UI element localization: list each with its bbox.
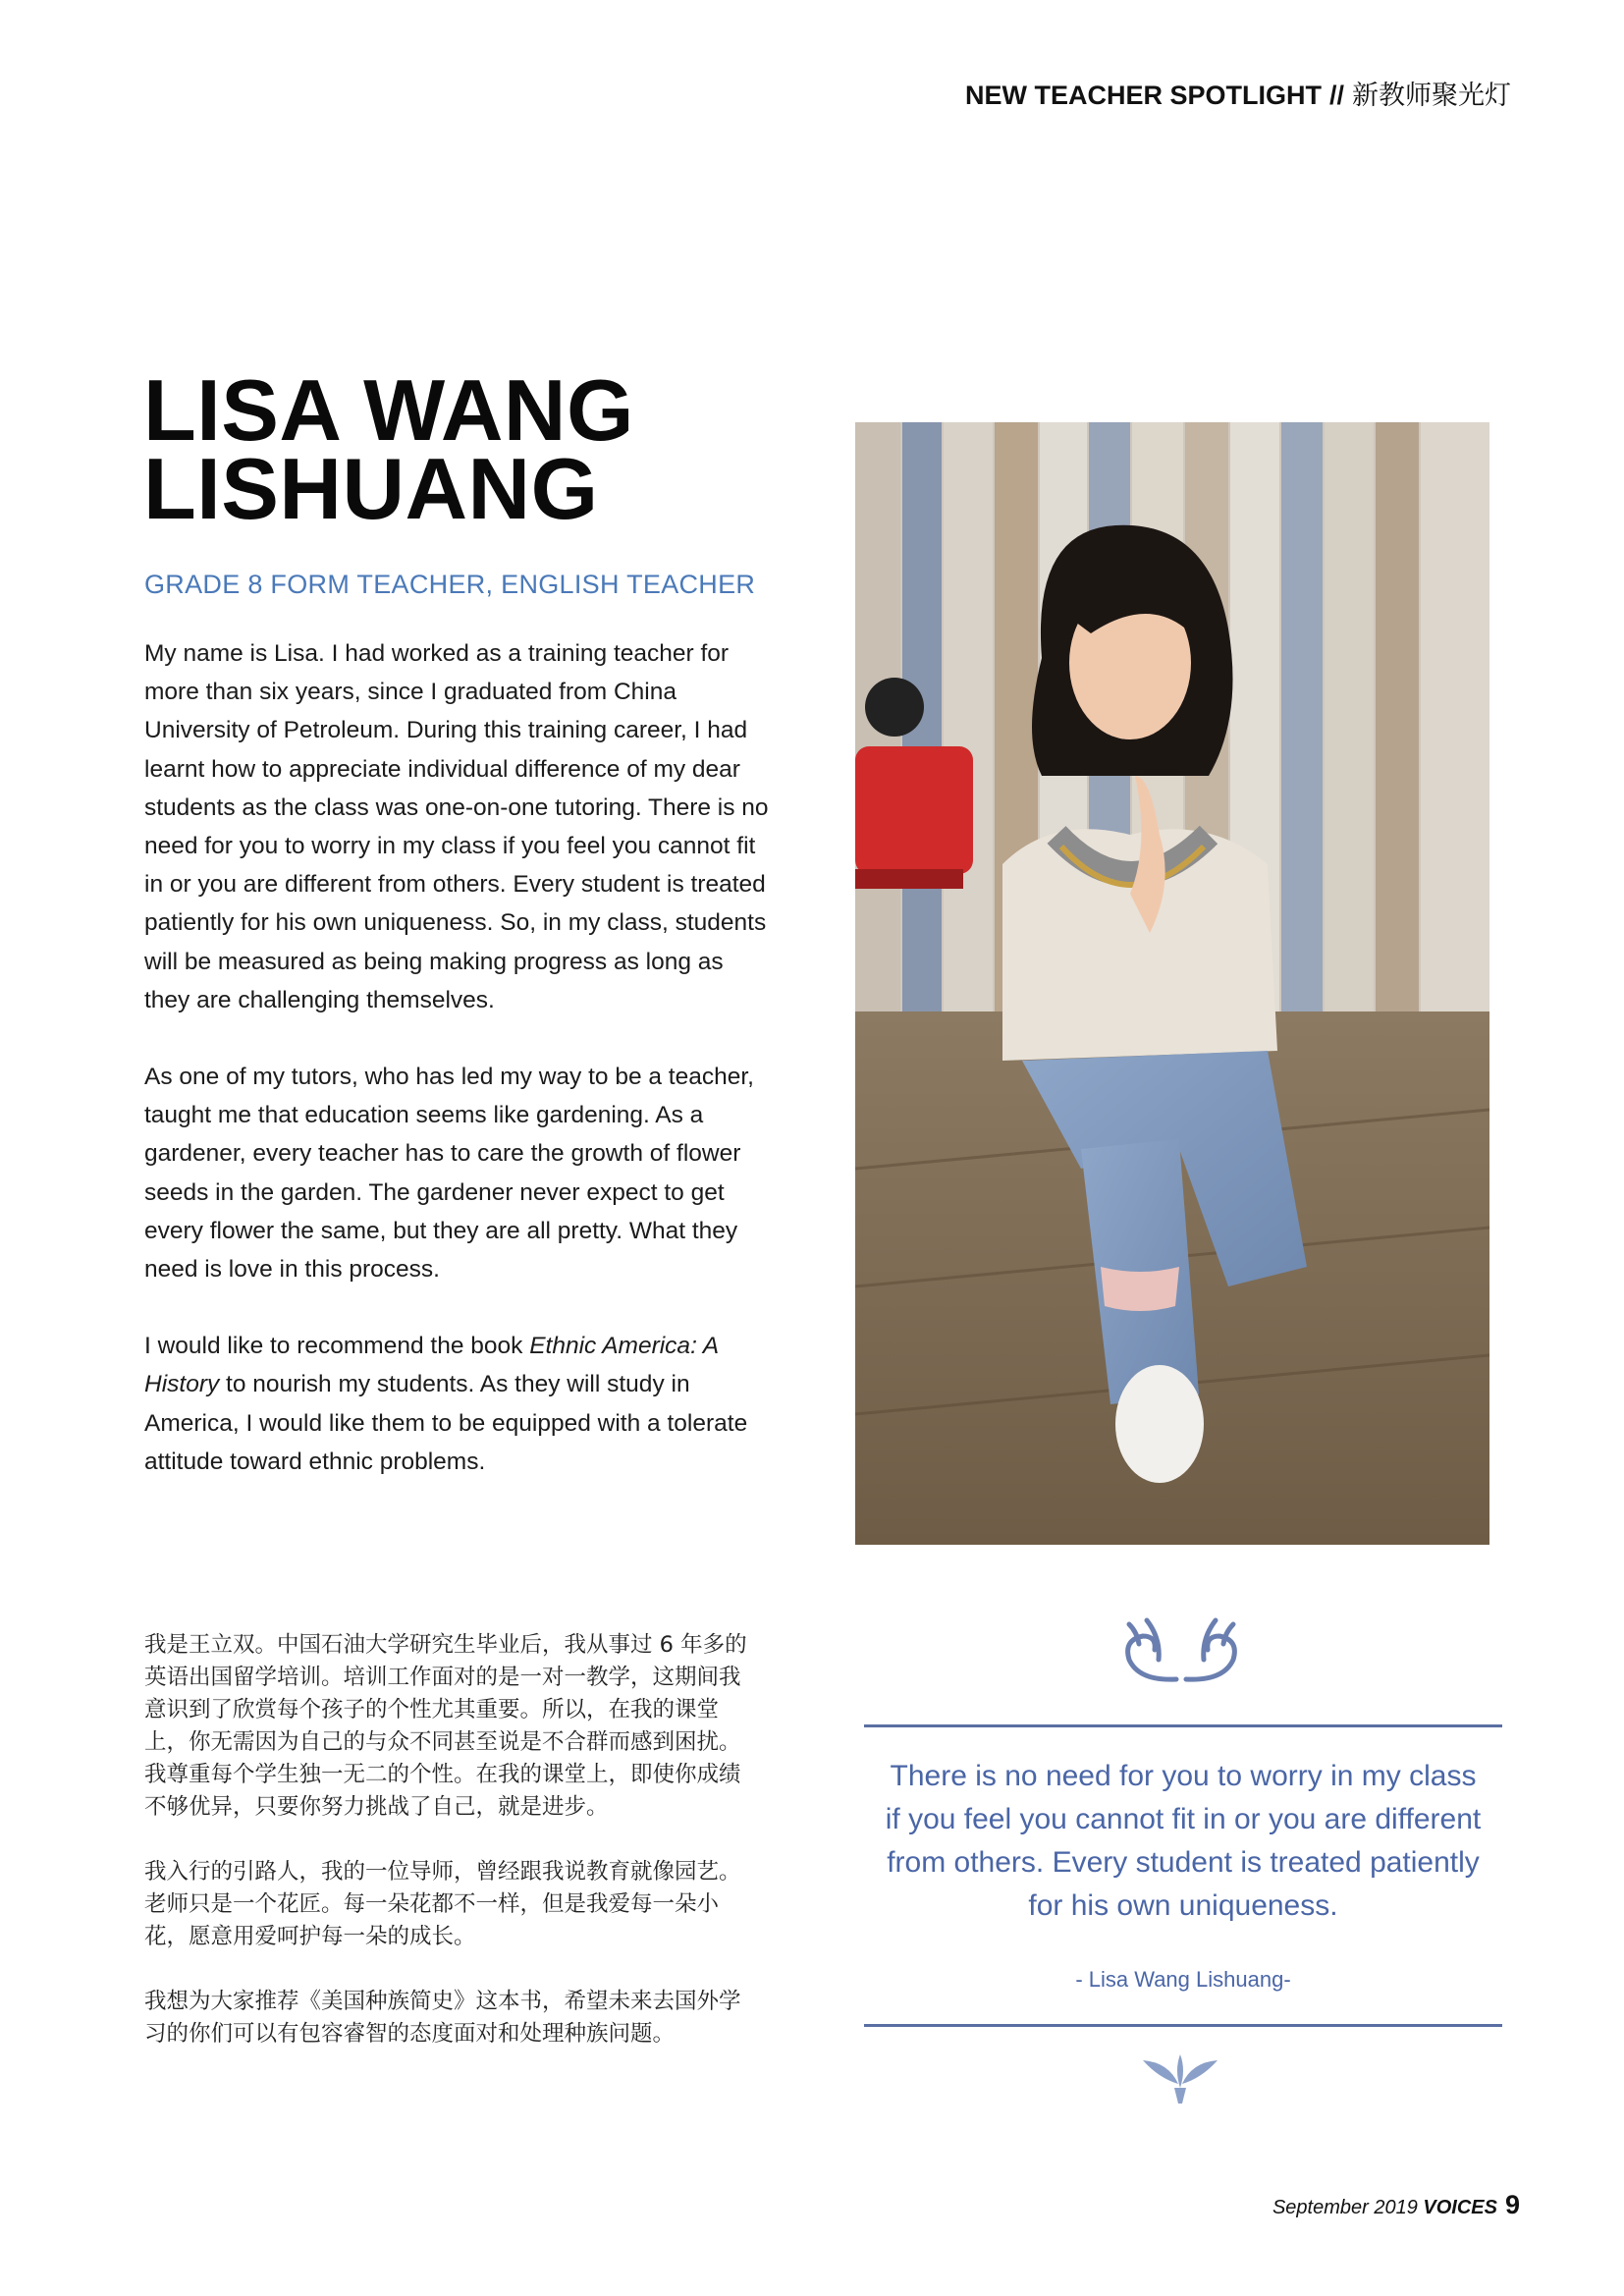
article-body-en	[144, 634, 773, 1481]
section-title-cn: 新教师聚光灯	[1352, 81, 1511, 111]
pull-quote: There is no need for you to worry in my class if you feel you cannot fit in or you are different from others. Every student is treated patiently for his own uniqueness.	[885, 1760, 1482, 1922]
quote-attribution: - Lisa Wang Lishuang-	[1075, 1967, 1291, 1992]
title-line-2: LISHUANG	[143, 440, 599, 537]
teacher-photo	[855, 422, 1489, 1545]
quote-divider-bottom	[864, 2024, 1502, 2027]
page-title	[143, 361, 890, 537]
role-subtitle: GRADE 8 FORM TEACHER, ENGLISH TEACHER	[144, 570, 756, 599]
magazine-name: VOICES	[1423, 2197, 1497, 2218]
title-line-1: LISA WANG	[143, 361, 634, 459]
cn-paragraph-2: 我入行的引路人，我的一位导师，曾经跟我说教育就像园艺。老师只是一个花匠。每一朵花都不一样，但是我爱每一朵小花，愿意用爱呵护每一朵的成长。	[144, 1859, 741, 1949]
photo-illustration	[855, 422, 1489, 1545]
fleur-ornament-icon	[1139, 2049, 1221, 2105]
page-number: 9	[1504, 2190, 1520, 2219]
header-separator: //	[1328, 81, 1344, 110]
paragraph-3-rest: to nourish my students. As they will study in America, I would like them to be equipped with a tolerate attitude toward ethnic problems.	[144, 1371, 748, 1475]
section-title-en: NEW TEACHER SPOTLIGHT	[964, 81, 1322, 110]
quote-divider-top	[864, 1724, 1502, 1727]
page-footer	[1272, 2190, 1520, 2220]
paragraph-1: My name is Lisa. I had worked as a training teacher for more than six years, since I graduated from China University of Petroleum. During this training career, I had learnt how to appreciate individual difference of my dear students as the class was one-on-one tutoring. There is no need for you to worry in my class if you feel you cannot fit in or you are different from others. Every student is treated patiently for his own uniqueness. So, in my class, students will be measured as being making progress as long as they are challenging themselves.	[144, 640, 769, 1013]
paragraph-3	[144, 1327, 773, 1481]
paragraph-3-intro: I would like to recommend the book	[144, 1333, 530, 1360]
section-header	[965, 82, 1511, 109]
book-title: Ethnic America: A History	[144, 1333, 719, 1398]
cn-paragraph-1: 我是王立双。中国石油大学研究生毕业后，我从事过 6 年多的英语出国留学培训。培训工作面对的是一对一教学，这期间我意识到了欣赏每个孩子的个性尤其重要。所以，在我的课堂上，你无需因为自己的与众不同甚至说是不合群而感到困扰。我尊重每个学生独一无二的个性。在我的课堂上，即使你成绩不够优异，只要你努力挑战了自己，就是进步。	[144, 1632, 747, 1820]
floral-flourish-icon	[1100, 1611, 1263, 1689]
cn-paragraph-3: 我想为大家推荐《美国种族简史》这本书，希望未来去国外学习的你们可以有包容睿智的态度面对和处理种族问题。	[144, 1989, 741, 2047]
article-body-cn	[144, 1629, 753, 2083]
paragraph-2: As one of my tutors, who has led my way to be a teacher, taught me that education seems like gardening. As a gardener, every teacher has to care the growth of flower seeds in the garden. The gardener never expect to get every flower the same, but they are all pretty. What they need is love in this process.	[144, 1064, 754, 1284]
issue-date: September 2019	[1272, 2197, 1424, 2218]
